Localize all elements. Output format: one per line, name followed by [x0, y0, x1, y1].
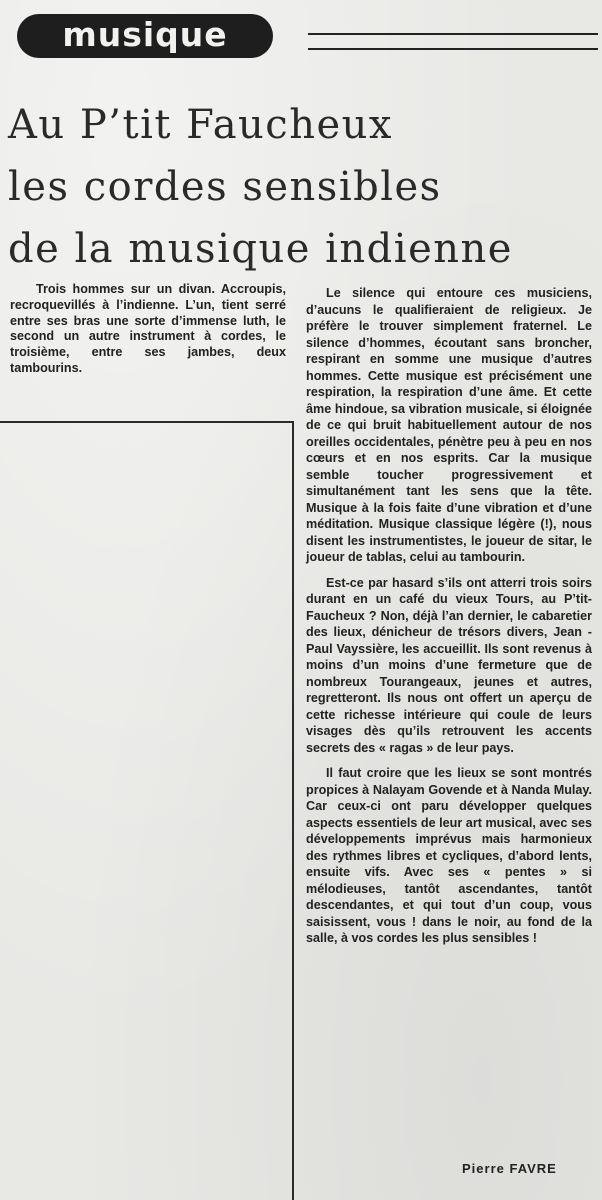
- section-rubric: [17, 14, 273, 58]
- headline: [8, 94, 598, 280]
- headline-line-3: de la musique indienne: [8, 226, 513, 272]
- header-rule-upper: [308, 33, 598, 35]
- intro-paragraph: Trois hommes sur un divan. Accroupis, recroquevillés à l’indienne. L’un, tient serré entre ses bras une sorte d’immense luth, le second un autre instrument à cordes, le troisième, entre ses jambes, deux tambourins.: [10, 282, 286, 375]
- column-divider: [292, 421, 294, 1200]
- article-body: [306, 285, 592, 956]
- section-rubric-label: musique: [62, 14, 228, 54]
- body-paragraph-3: Il faut croire que les lieux se sont montrés propices à Nalayam Govende et à Nanda Mulay. Car ceux-ci ont paru développer quelques aspects essentiels de leur art musical, avec ses développements imprévus mais harmonieux des rythmes libres et cycliques, d’abord lents, ensuite vifs. Avec ses « pentes » si mélodieuses, tantôt ascendantes, tantôt descendantes, et qui tout d’un coup, vous saisissent, vous ! dans le noir, au fond de la salle, à vos cordes les plus sensibles !: [306, 766, 592, 945]
- headline-line-2: les cordes sensibles: [8, 164, 442, 210]
- body-paragraph-1: Le silence qui entoure ces musiciens, d’aucuns le qualifieraient de religieux. Je préfère le trouver simplement fraternel. Le silence d’hommes, écoutant sans broncher, respirant en somme une musique d’autres hommes. Cette musique est précisément une respiration, la respiration d’une âme. Et cette âme hindoue, sa vibration musicale, si éloignée de ce qui bruit habituellement autour de nos oreilles occidentales, pénètre peu à peu en nos cœurs et en nos esprits. Car la musique semble toucher progressivement et simultanément tant les sens que la tête. Musique à la fois faite d’une vibration et d’une méditation. Musique classique légère (!), nous disent les instrumentistes, le joueur de sitar, le joueur de tablas, celui au tambourin.: [306, 286, 592, 564]
- headline-line-1: Au P’tit Faucheux: [8, 102, 393, 148]
- author-signature: Pierre FAVRE: [462, 1161, 557, 1176]
- intro-bottom-rule: [0, 421, 292, 423]
- body-paragraph-2: Est-ce par hasard s’ils ont atterri trois soirs durant en un café du vieux Tours, au P’tit-Faucheux ? Non, déjà l’an dernier, le cabaretier des lieux, dénicheur de trésors divers, Jean - Paul Vayssière, les accueillit. Ils sont revenus à moins d’un moins d’une fermeture que de nombreux Tourangeaux, jeunes et autres, regretteront. Ils nous ont offert un aperçu de cette richesse intérieure qui coule de leurs visages dès qu’ils retrouvent les accents secrets des « ragas » de leur pays.: [306, 575, 592, 755]
- header-rule-lower: [308, 48, 598, 50]
